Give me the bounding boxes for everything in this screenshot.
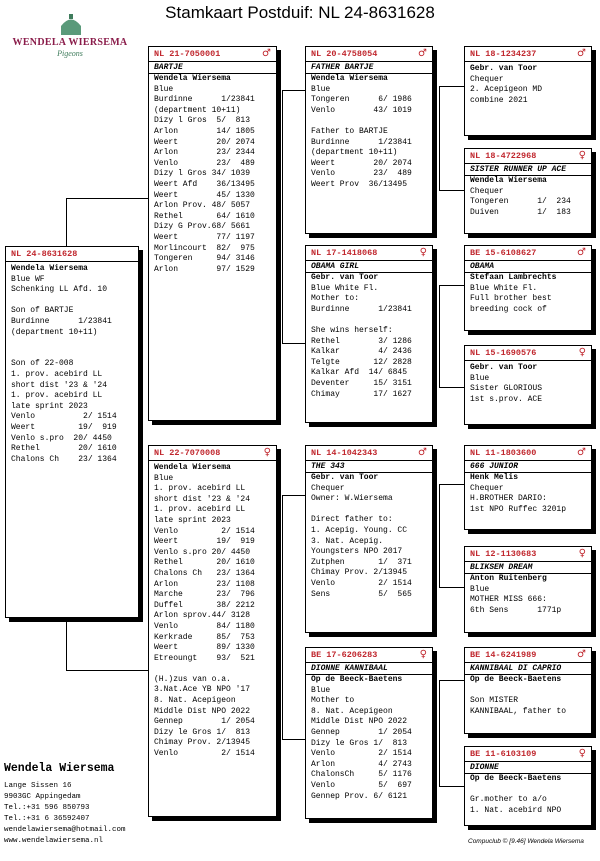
info-line: Venlo 23/ 489 [154,158,255,168]
sex-icon: ♀ [419,648,427,660]
pedigree-notes [306,284,432,401]
info-line: late sprint 2023 [154,515,231,525]
pedigree-notes [149,85,276,276]
info-line: Owner: W.Wiersema [311,494,393,504]
pigeon-name: THE 343 [306,460,432,473]
info-line [11,349,133,360]
pedigree-card-mmf[interactable] [464,647,592,734]
info-line: Venlo 84/ 1180 [154,621,255,631]
info-line [470,785,586,796]
owner-name: Op de Beeck-Baetens [311,675,403,684]
phone-line: Tel.:+31 596 850793 [4,804,90,812]
info-line: KANNIBAAL, father to [470,706,567,716]
info-line: Weert 20/ 2074 [311,158,412,168]
info-line: Blue WF [11,274,45,284]
info-line: Son of 22-008 [11,359,74,369]
ring-number: BE 14-6241989 [470,649,537,660]
info-line: Blue [470,373,490,383]
owner-contact [4,762,154,847]
mobile-line: Tel.:+31 6 36592407 [4,815,90,823]
info-line: Morlincourt 82/ 975 [154,243,255,253]
pedigree-notes [465,785,591,817]
pedigree-notes [465,374,591,406]
info-line: Arlon 23/ 1108 [154,579,255,589]
logo [10,12,130,64]
info-line: Chimay 17/ 1627 [311,389,412,399]
info-line: 8. Nat. Acepigeon [154,696,236,706]
email-link[interactable]: wendelawiersema@hotmail.com [4,826,126,834]
info-line: Venlo 2/ 1514 [311,749,412,759]
info-line: Weert 19/ 919 [154,537,255,547]
sex-icon: ♀ [578,747,586,759]
owner-name: Henk Melis [470,473,519,482]
info-line: Venlo 2/ 1514 [154,526,255,536]
info-line: Rethel 20/ 1610 [154,558,255,568]
info-line: Gennep 1/ 2054 [311,727,412,737]
info-line: Burdinne 1/23841 [311,304,412,314]
info-line: Sens 5/ 565 [311,589,412,599]
pigeon-name: OBAMA [465,260,591,273]
info-line: ChalonsCh 5/ 1176 [311,770,412,780]
info-line: Chequer [470,186,504,196]
pedigree-card-mmm[interactable] [464,746,592,826]
info-line: Venlo 23/ 489 [311,169,412,179]
info-line: Blue [311,84,331,94]
info-line: 1. prov. acebird LL [154,484,246,494]
loft-dome-icon [58,14,84,36]
ring-number: BE 11-6103109 [470,748,537,759]
ring-number: NL 24-8631628 [11,248,78,259]
pigeon-name: DIONNE KANNIBAAL [306,662,432,675]
info-line: Arlon 4/ 2743 [311,759,412,769]
info-line: Marche 23/ 796 [154,590,255,600]
info-line: Weert 45/ 1330 [154,190,255,200]
info-line: Direct father to: [311,515,393,525]
pedigree-card-subject[interactable] [5,246,139,618]
pedigree-notes [465,284,591,316]
info-line: 1. prov. acebird LL [154,505,246,515]
postal-line: 9903GC Appingedam [4,793,81,801]
info-line: 1. Nat. acebird NPO [470,805,562,815]
info-line: Blue [154,84,174,94]
sex-icon: ♀ [263,446,271,458]
info-line: short dist '23 & '24 [154,494,251,504]
info-line: Arlon 14/ 1805 [154,126,255,136]
info-line: Telgte 12/ 2828 [311,357,412,367]
info-line: Dizy le Gros 1/ 813 [311,738,408,748]
pedigree-card-fmf[interactable] [464,245,592,331]
info-line: Kalkar 4/ 2436 [311,347,412,357]
pigeon-name: SISTER RUNNER UP ACE [465,163,591,176]
owner-name: Wendela Wiersema [154,463,231,472]
info-line: (department 10+11) [11,327,98,337]
owner-name: Wendela Wiersema [311,74,388,83]
info-line: Chimay Prov. 2/13945 [154,738,251,748]
info-line: MOTHER MISS 666: [470,595,547,605]
info-line: Dizy l Gros 5/ 813 [154,116,251,126]
info-line: Venlo s.pro 20/ 4450 [11,433,112,443]
ring-number: NL 18-1234237 [470,48,537,59]
info-line: Arlon 97/ 1529 [154,264,255,274]
info-line: Schenking LL Afd. 10 [11,285,108,295]
info-line: Weert 20/ 2074 [154,137,255,147]
info-line: Blue White Fl. [311,283,379,293]
pedigree-notes [465,187,591,219]
info-line: (H.)zus van o.a. [154,674,231,684]
logo-subtitle: Pigeons [57,49,83,58]
info-line: Weert 89/ 1330 [154,643,255,653]
pedigree-card-fff[interactable] [464,46,592,136]
info-line [11,338,133,349]
info-line: Chequer [470,74,504,84]
ring-number: NL 15-1690576 [470,347,537,358]
owner-name: Gebr. van Toor [311,273,379,282]
info-line: Weert 77/ 1197 [154,232,255,242]
owner-name: Gebr. van Toor [311,473,379,482]
info-line [154,664,271,675]
info-line [311,315,427,326]
pedigree-card-mother-mother[interactable] [305,647,433,819]
info-line: Chalons Ch 23/ 1364 [11,454,117,464]
pedigree-card-mff[interactable] [464,445,592,530]
sex-icon: ♀ [578,149,586,161]
info-line: 1st s.prov. ACE [470,394,543,404]
ring-number: BE 17-6206283 [311,649,378,660]
info-line: Duiven 1/ 183 [470,207,571,217]
info-line: Chalons Ch 23/ 1364 [154,568,255,578]
sex-icon: ♂ [262,47,271,59]
info-line: Arlon sprov.44/ 3128 [154,611,251,621]
owner-name: Wendela Wiersema [154,74,231,83]
info-line: Burdinne 1/23841 [11,316,112,326]
pedigree-notes [465,484,591,516]
info-line: Gennep Prov. 6/ 6121 [311,791,408,801]
info-line: Weert Afd 36/13495 [154,179,255,189]
info-line: Burdinne 1/23841 [311,137,412,147]
info-line: Blue [154,473,174,483]
info-line: Deventer 15/ 3151 [311,378,412,388]
info-line: Gr.mother to a/o [470,795,547,805]
owner-name: Op de Beeck-Baetens [470,774,562,783]
info-line: Youngsters NPO 2017 [311,547,403,557]
pedigree-card-mother-father[interactable] [305,445,433,633]
ring-number: BE 15-6108627 [470,247,537,258]
pedigree-card-fmm[interactable] [464,345,592,425]
info-line: H.BROTHER DARIO: [470,494,547,504]
info-line: Father to BARTJE [311,126,388,136]
info-line: Dizy G Prov.68/ 5661 [154,222,251,232]
info-line: 8. Nat. Acepigeon [311,706,393,716]
owner-name: Wendela Wiersema [470,176,547,185]
owner-name: Op de Beeck-Baetens [470,675,562,684]
info-line: Full brother best [470,294,552,304]
info-line: Blue [311,685,331,695]
pigeon-name: OBAMA GIRL [306,260,432,273]
info-line: Tongeren 94/ 3146 [154,254,255,264]
website-link[interactable]: www.wendelawiersema.nl [4,837,104,845]
pedigree-card-ffm[interactable] [464,148,592,234]
pedigree-notes [465,75,591,107]
info-line: (department 10+11) [154,105,241,115]
sex-icon: ♀ [578,346,586,358]
info-line: Tongeren 6/ 1986 [311,95,412,105]
owner-name: Wendela Wiersema [4,762,115,775]
info-line: Sister GLORIOUS [470,384,543,394]
info-line: 6th Sens 1771p [470,605,562,615]
info-line: Etreoungt 93/ 521 [154,653,255,663]
pigeon-name: BLIKSEM DREAM [465,561,591,574]
ring-number: NL 12-1130683 [470,548,537,559]
pedigree-notes [306,686,432,803]
ring-number: NL 21-7050001 [154,48,221,59]
pigeon-name: DIONNE [465,761,591,774]
info-line: Burdinne 1/23841 [154,95,255,105]
info-line: Tongeren 1/ 234 [470,197,571,207]
sex-icon: ♂ [577,648,586,660]
info-line: Chequer [470,483,504,493]
pedigree-card-father-father[interactable] [305,46,433,234]
owner-name: Wendela Wiersema [11,264,88,273]
info-line: Middle Dist NPO 2022 [154,706,251,716]
info-line: short dist '23 & '24 [11,380,108,390]
sex-icon: ♂ [577,246,586,258]
info-line: Venlo 2/ 1514 [154,749,255,759]
info-line: Duffel 38/ 2212 [154,600,255,610]
info-line: Arlon 23/ 2344 [154,148,255,158]
pigeon-name: FATHER BARTJE [306,61,432,74]
info-line: (department 10+11) [311,148,398,158]
pedigree-card-mother[interactable] [148,445,277,817]
sex-icon: ♂ [577,47,586,59]
ring-number: NL 18-4722968 [470,150,537,161]
info-line: Chimay Prov. 2/13945 [311,568,408,578]
pedigree-notes [465,585,591,617]
owner-name: Anton Ruitenberg [470,574,547,583]
info-line: Rethel 20/ 1610 [11,444,117,454]
sex-icon: ♀ [578,547,586,559]
info-line: Blue White Fl. [470,283,538,293]
pigeon-name: KANNIBAAL DI CAPRIO [465,662,591,675]
info-line: 3. Nat. Acepig. [311,536,384,546]
info-line: Chequer [311,483,345,493]
pigeon-name: BARTJE [149,61,276,74]
pedigree-notes [306,85,432,191]
info-line: Zutphen 1/ 371 [311,557,412,567]
info-line: Gennep 1/ 2054 [154,717,255,727]
info-line [311,505,427,516]
ring-number: NL 17-1418068 [311,247,378,258]
info-line [11,296,133,307]
pedigree-card-father[interactable] [148,46,277,421]
info-line: 3.Nat.Ace YB NPO '17 [154,685,251,695]
sex-icon: ♂ [418,446,427,458]
info-line: She wins herself: [311,325,393,335]
info-line: Dizy l Gros 34/ 1039 [154,169,251,179]
info-line: Arlon Prov. 48/ 5057 [154,201,251,211]
owner-name: Gebr. van Toor [470,64,538,73]
owner-name: Gebr. van Toor [470,363,538,372]
info-line: Middle Dist NPO 2022 [311,717,408,727]
info-line: 1. prov. acebird LL [11,391,103,401]
pedigree-notes [306,484,432,601]
info-line: Rethel 3/ 1286 [311,336,412,346]
info-line: Rethel 64/ 1610 [154,211,255,221]
address-line: Lange Sissen 16 [4,782,72,790]
info-line: Venlo 2/ 1514 [311,578,412,588]
info-line: Son of BARTJE [11,306,74,316]
ring-number: NL 22-7070008 [154,447,221,458]
ring-number: NL 11-1803600 [470,447,537,458]
owner-name: Stefaan Lambrechts [470,273,557,282]
pedigree-notes [149,474,276,760]
pedigree-notes [6,275,138,466]
info-line: 1. prov. acebird LL [11,369,103,379]
info-line: breeding cock of [470,304,547,314]
pedigree-card-mfm[interactable] [464,546,592,633]
sex-icon: ♂ [418,47,427,59]
software-credit: Compuclub © [9.46] Wendela Wiersema [468,838,584,845]
info-line: Venlo 2/ 1514 [11,412,117,422]
info-line: late sprint 2023 [11,401,88,411]
info-line: 1. Acepig. Young. CC [311,525,408,535]
info-line [311,116,427,127]
ring-number: NL 20-4758054 [311,48,378,59]
info-line: Dizy le Gros 1/ 813 [154,727,251,737]
info-line: Weert 19/ 919 [11,422,117,432]
info-line: Mother to: [311,294,360,304]
sex-icon: ♂ [577,446,586,458]
page-title: Stamkaart Postduif: NL 24-8631628 [165,3,435,22]
info-line: Kalkar Afd 14/ 6845 [311,368,408,378]
logo-name: WENDELA WIERSEMA [12,37,128,48]
info-line: Son MISTER [470,696,519,706]
info-line: combine 2021 [470,95,528,105]
info-line: Venlo s.pro 20/ 4450 [154,547,251,557]
info-line: 2. Acepigeon MD [470,85,543,95]
info-line: Blue [470,584,490,594]
pedigree-card-father-mother[interactable] [305,245,433,423]
pedigree-notes [465,686,591,718]
info-line: Weert Prov 36/13495 [311,179,408,189]
sex-icon: ♀ [419,246,427,258]
info-line: 1st NPO Ruffec 3201p [470,504,567,514]
info-line: Kerkrade 85/ 753 [154,632,255,642]
pigeon-name: 666 JUNIOR [465,460,591,473]
info-line: Venlo 43/ 1019 [311,105,412,115]
ring-number: NL 14-1042343 [311,447,378,458]
info-line: Venlo 5/ 697 [311,780,412,790]
info-line: Mother to [311,696,355,706]
info-line [470,686,586,697]
